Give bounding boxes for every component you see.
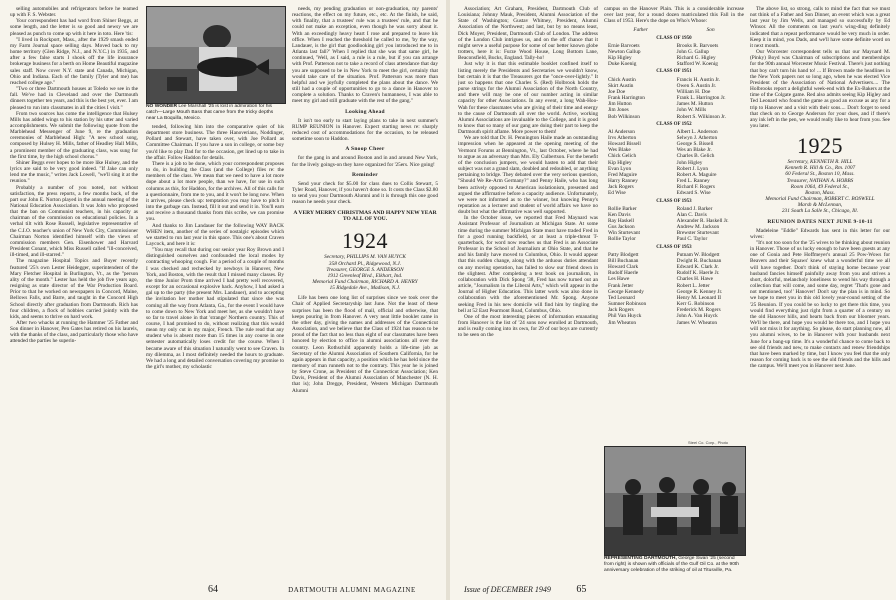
treasurer-address: 1912 Greenleaf Blvd., Elkhart, Ind. bbox=[327, 272, 403, 279]
father-son-header bbox=[604, 27, 744, 33]
oil-caption-bold: REPRESENTING DARTMOUTH, bbox=[604, 556, 677, 561]
father-son-row bbox=[604, 320, 744, 326]
son-name: Francis H. Austin Jr. bbox=[676, 76, 721, 83]
son-name: William H. Doe bbox=[676, 88, 711, 95]
son-name: John G. Gallup bbox=[676, 48, 709, 55]
son-name: Richard F. Rogers bbox=[676, 184, 715, 191]
treasurer-1925-addr: Room 1064, 49 Federal St., bbox=[790, 183, 850, 190]
treasurer-1925: Treasurer, NATHAN A. HOBBS bbox=[786, 177, 854, 184]
father-name: Win Sturtevant bbox=[608, 230, 641, 237]
son-name: Alan C. Davis bbox=[676, 211, 707, 218]
class-year-1925: 1925 bbox=[797, 133, 843, 159]
son-name: John W. Mills bbox=[676, 107, 707, 114]
father-name: Kip Higley bbox=[608, 159, 632, 166]
son-name: Wes an Blake Jr. bbox=[676, 147, 712, 154]
body-paragraph: Probably a number of you noted, not without satisfaction, the press reports, a few months back, of the part our John E. Norton played in the annual meeting of the National Education Association. It was John who proposed that the ban on Communist teachers, in his capacity as chairman of the commission on educational policies. In a verbal tilt with Rose Russell, legislative representative of the C.I.O. teacher's union of New York City, Commissioner Chairman Norton identified himself with the views of commission members Gen. Eisenhower and Harvard President Conant, which Miss Russell called "ill-conceived, ill-timed, and ill-starred." bbox=[10, 184, 138, 259]
secretary-address: 358 Orchard Pl., Ridgewood, N.J. bbox=[328, 260, 402, 267]
son-name: Charles B. Gelich bbox=[676, 153, 715, 160]
son-name: Dwight R. Buchanan bbox=[676, 257, 722, 264]
oil-caption-text: George Swan '25 (second from right) is shown with officials of the Gulf Oil Co. at the 90th anniversary celebration of the striking of oil at Titusville, Pa. bbox=[604, 556, 740, 573]
father-son-row bbox=[604, 61, 744, 67]
right-footer bbox=[464, 584, 586, 595]
caption-bold: NO WONDER bbox=[146, 104, 177, 109]
father-name: Chick Gelich bbox=[608, 153, 637, 160]
body-paragraph: "It's not too soon for the '25 wives to be thinking about reunion in Hanover. Those of us lucky enough to have been guests at any one of Gonia and Pete Hoffmeyer's annual 25 Pow-Wows for Beavers and their Squaws' knew what a wonderful time we all will have together. Don't think of staying home because your husband fancies himself painfully away from you and strives a short, dolorful, melancholy loneliness to wend his way through a collection that will come, and some day, regret 'That's gone and not mentioned, too!' Hanover! Don't say the plan is in mind. So we hope to meet you in this old lovely year-round setting of the '25 Reunion. If you could be so lucky to get there this time, you would find everything just right from a quarter of a century on the old Hanover hills, and hearts back from our bloomer years. We'll be there, and hope you would be there too, and I hope you will not miss it for anything. So please, do start planning now, all you alumni wives, to be in Hanover with your husbands next June for a bang-up time. It's a wonderful chance to come back to see old friends and new, to make contacts and renew friendships that have been marked by time, but I know you feel that the only reason for coming back is to see the old friends and the hills and the campus. We'll meet you in Hanover next June. bbox=[750, 240, 890, 370]
left-column-2 bbox=[146, 124, 284, 578]
son-name: Robert S. Wilkinson Jr. bbox=[676, 113, 726, 120]
son-name: Stafford W. Koenig bbox=[676, 61, 718, 68]
father-name: Frank Harrington bbox=[608, 95, 645, 102]
class-label: CLASS OF 1953 bbox=[656, 244, 692, 250]
father-name: Howard Clark bbox=[608, 264, 639, 271]
father-son-row bbox=[604, 190, 744, 196]
father-name: Gus Jackson bbox=[608, 224, 635, 231]
son-name: Henry M. Leonard II bbox=[676, 294, 722, 301]
father-name: Jim Jones bbox=[608, 107, 629, 114]
memorial-line: Memorial Fund Chairman, RICHARD A. HENRY bbox=[312, 278, 418, 285]
father-name: Ernie Barvoets bbox=[608, 42, 640, 49]
father-name: Ted Leonard bbox=[608, 294, 635, 301]
son-name: James M. Hutton bbox=[676, 101, 713, 108]
secretary-1925-addr: Kenneth R. Hill & Co., Rm. 1007 bbox=[784, 165, 856, 172]
son-name: Richard G. Higley bbox=[676, 55, 716, 62]
body-paragraph: "You may recall that during our senior year Roy Brown and I distinguished ourselves and confounded the local modes by contracting whooping cough. For a period of a couple of months I was checked and rechecked by newboys in Hanover, New York, and Boston, with the result that I missed many classes. By the time Junior Prom time arrived I had pretty well recovered, except for an occasional explosive hack. Anyhow, I had asked a gal up to the party (the present Mrs. Landauer), and to accepting the invitation her mother had stipulated that since she was coming all the way from Atlanta, Ga., for the event I would have to come down to New York and meet her, as she wouldn't have so far to travel alone in that 'strange' Northern country. This of course, I had promised to do, without realizing that this would mean my only cut in my major, French. The rule read that any student who is absent more than 15 times in any course in one semester automatically loses credit for the course. When I became aware of this situation I naturally went to see Craven. In my dilemma, as I most definitely needed the hours to graduate. We had a long and detailed conversation covering my promise to the girl's mother, my scholastic bbox=[146, 247, 284, 371]
father-name: Phil Van Huyck bbox=[608, 313, 642, 320]
secretary-1925: Secretary, KENNETH R. HILL bbox=[787, 159, 853, 166]
fishing-photo-caption bbox=[146, 104, 284, 121]
looking-ahead-heading: Looking Ahead bbox=[345, 108, 385, 115]
magazine-title: DARTMOUTH ALUMNI MAGAZINE bbox=[288, 586, 416, 594]
father-name: Chick Austin bbox=[608, 76, 636, 83]
body-paragraph: Association; Art Graham, President, Dartmouth Club of Louisiana; Johnny Mauk, President, Alumni Association of the State of Washington; Gustav Whitney, President, Alumni Association of the Northwest; and last, but by no means least, Dick Moyer, President, Dartmouth Club of London. The address of the London Club intrigues us, and on the off chance that it might serve a useful purpose for some of our better known globe trotters, here it is: Furze Wood House, Long Bottom Lane, Beaconsfield, Bucks, England. Tally-ho! bbox=[458, 6, 598, 62]
son-name: Selwyn J. Atherton bbox=[676, 134, 718, 141]
class-label: CLASS OF 1950 bbox=[656, 35, 692, 41]
son-name: John Higley bbox=[676, 159, 703, 166]
father-name: Duke Koenig bbox=[608, 61, 637, 68]
class-label: CLASS OF 1953 bbox=[656, 198, 692, 204]
body-paragraph: needs, my pending graduation or non-graduation, my parents' reactions, the effect on my future, etc., etc. At the finish, he said, with finality, that a trustees' rule was a trustees' rule, and that he could not make an exception, even though he was sorry about it. With an exceedingly heavy heart I rose and prepared to leave his office. When I reached the threshold he called to me, 'by the way, Landauer, is the girl that goodlooking girl you introduced me to in Atlanta last fall?' When I replied that she was that same girl, he continued, 'Well, as I said, a rule is a rule, but if you can arrange with Prof. Patterson not to take a record of class attendance that day you are supposed to be in New York to meet the girl, certainly that would take care of the situation. Prof. Patterson was more than helpful and we joyfully completed the plans about the dance. We still had a couple of opportunities to go to a dance in Hanover to complete a solution. Thanks to Craven's humanness, I was able to meet my girl and still graduate with the rest of the gang." bbox=[292, 6, 438, 105]
body-paragraph: tended, following him into the comparative quiet of his department store business. The three Hanoverians, Noddinger, Pollard and Stewart, have taken over, with Joe Pollard as Committee Chairman. If you have a son in college, or some boy you'd like to play Dad for to the occasion, get lined up to take in the affair. Follow Haddon for details. bbox=[146, 124, 284, 161]
father-name: Al Anderson bbox=[608, 128, 635, 135]
son-name: Paul C. Taylor bbox=[676, 236, 708, 243]
treasurer-1925-addr2: Boston, Mass. bbox=[805, 189, 835, 196]
son-name: Fred L. Ranney bbox=[676, 178, 710, 185]
memorial-address: 15 Ridgedale Ave., Madison, N.J. bbox=[329, 285, 401, 292]
father-name: Rollie Barker bbox=[608, 205, 637, 212]
son-name: Owen S. Austin Jr. bbox=[676, 82, 717, 89]
holiday-greeting: A VERY MERRY CHRISTMAS AND HAPPY NEW YEAR TO ALL OF YOU. bbox=[293, 209, 437, 222]
left-column-1 bbox=[10, 6, 138, 578]
father-name: Ken Davis bbox=[608, 211, 631, 218]
father-name: Les Hawe bbox=[608, 276, 630, 283]
son-name: Roland J. Barker bbox=[676, 205, 713, 212]
son-name: Edward K. Clark Jr. bbox=[676, 264, 719, 271]
body-paragraph: After two whacks at running the Hammer '25 Father and Son dinner in Hanover, Pen Gates has retired on his laurels, with the thanks of the class, and particularly those who have attended the parties he superin- bbox=[10, 319, 138, 345]
body-paragraph: The magazine Hospital Topics and Buyer recently featured '25's own Lester Heidegger, superintendent of the Mary Fletcher Hospital in Burlington, Vt., as the "person ality of the month." Lester has held the job five years ago, resigning as state director of the War Production Board. Prior to that he worked on newspapers in Concord, Maine, Bellows Falls, and Barre, and taught in the Concord High School directly after graduation from Dartmouth. Rich has four children, a flock of hobbies carried jointly with the kids, and seems to thrive on hard work. bbox=[10, 258, 138, 320]
father-name: Bill Buchanan bbox=[608, 257, 639, 264]
right-page bbox=[450, 0, 896, 600]
issue-date: Issue of DECEMBER 1949 bbox=[464, 585, 551, 594]
fishing-photo-image bbox=[147, 7, 285, 103]
secretary-line: Secretary, PHILLIPS M. VAN HUYCK bbox=[324, 254, 406, 261]
left-column-3 bbox=[292, 6, 438, 578]
body-paragraph: Your correspondent has had word from Shiner Beggs, at some length, and the letter is so good and newsy we are pleased as punch to come up with it here in toto. Here 'tis: bbox=[10, 18, 138, 37]
father-label: Father bbox=[633, 27, 648, 34]
son-name: Albert L. Anderson bbox=[676, 128, 718, 135]
father-name: Joe Doe bbox=[608, 88, 626, 95]
body-paragraph: Our Worcester correspondent tells us that our Maynard M. (Pinky) Boyd was Chairman of subscriptions and memberships for the 90th annual Worcester Music Festival. There's just nothing that boy can't turn his hand to! ... If Brown made the headlines in the New York papers not so long ago, when he was elected Vice President of the Association of National Advertisers.... The Holbrooks report a delightful week-end with the Ex-Bakers at the time of the Colgate game. Red also admits seeing Kip Higley and Ted Leonard who found the game as good an excuse as any for a trip to Hanover and a visit with their sons.... Don't forget to send that check on to George Anderson for your dues, and if there's any ink left in the pen, we would really like to hear from you. See you later. bbox=[750, 49, 890, 129]
father-name: George Kennedy bbox=[608, 288, 644, 295]
class-label: CLASS OF 1952 bbox=[656, 121, 692, 127]
father-name: Jack Rogers bbox=[608, 307, 634, 314]
son-name: George R. Kenney Jr. bbox=[676, 288, 723, 295]
son-name: Frederick M. Rogers bbox=[676, 307, 721, 314]
father-name: Kip Higley bbox=[608, 55, 632, 62]
father-name: Rollie Taylor bbox=[608, 236, 636, 243]
snoop-cheer-text: for the gang in and around Boston and in and around New York, for the lively goings-on they have organized for '25ers. Nice going! bbox=[292, 155, 438, 168]
oil-celebration-photo bbox=[604, 446, 746, 556]
son-name: Robert A. Maguire bbox=[676, 171, 717, 178]
father-name: Jack Rogers bbox=[608, 184, 634, 191]
body-paragraph: Life has been one long list of surprises since we took over the Chair of Applied Secretaryship last June. Not the least of these surprises has been the flood of mail, official and otherwise, that keeps pouring in from Hanover. A very neat little booklet came in the other day, giving the names and addresses of the Connecticut Association, and we believe that the Class of 1924 has reason to be proud of the fact that no less than eight of our classmates have been honored by election to office in alumni associations all over the country. Leon Rothschild apparently holds a life-time job as Secretary of the Alumni Association of Southern California, for he again appears in that capacity, a position which he has held since the memory of man runneth not to the contrary. This year he is joined by Steve Crone, as President of the Connecticut Association; Ken Davis, President of the Alumni Association of Manchester (N. H. that is); John Dregge, President, Western Michigan Dartmouth Alumni bbox=[292, 295, 438, 394]
father-name: Jim Wheaton bbox=[608, 319, 636, 326]
right-column-1 bbox=[458, 6, 598, 578]
sons-intro: campus on the Hanover Plain. This is a considerable increase over last year, for a round dozen matriculated this Fall in the Class of 1953. Here's the dope on Who's Whose: bbox=[604, 6, 744, 25]
oil-photo-image bbox=[605, 447, 745, 555]
fishing-photo bbox=[146, 6, 286, 104]
memorial-1925-addr2: 231 South La Salle St., Chicago, Ill. bbox=[781, 208, 859, 215]
son-name: Alexander R. Haskell Jr. bbox=[676, 218, 729, 224]
son-name: George S. Bissell bbox=[676, 141, 714, 148]
body-paragraph: From two sources has come the intelligence that Hulsey Mills has added wings to his station by his utter and varied accomplishments. We submit the following quote from the Marblehead Messenger of June 9, re the graduation ceremonies of Marblehead High: "A new school song, composed by Hulsey H. Mills, father of Headley Hall Mills, a prominent member of the graduating class, was sung for the first time, by the high school chorus." bbox=[10, 110, 138, 160]
son-name: Brewster Sturtevant bbox=[676, 230, 719, 237]
son-label: Son bbox=[706, 27, 715, 34]
body-paragraph: We are told that Dr. H. Pennington Haile made an outstanding impression when he appeared at the opening meeting of the Vermont Forums at Bennington, Vt., last October, where he had to argue as an adversary than Mrs. Ely Culbertson. For the benefit of the conclusion jumpers, we would hasten to add that their subject was not a grand slam, doubled and redoubled, or anything pertaining to bridge. They debated over the very serious question, "Should We Re-Arm Germany?" and Penny Haile, who has long been actively opposed to American isolationism, presented and argued the affirmative before a capacity audience. Unfortunately, we were not informed as to the winner, but knowing Penny's reputation as a lecturer and student of world affairs we have no doubt but what the affirmative was well supported. bbox=[458, 135, 598, 216]
son-name: Putnam W. Blodgett bbox=[676, 251, 720, 258]
memorial-1925: Memorial Fund Chairman, ROBERT C. BOSWELL bbox=[765, 196, 875, 203]
oil-photo-caption bbox=[604, 556, 744, 573]
body-paragraph: And thanks to Jim Landauer for the following WAY BACK WHEN item, another of the series of nostalgic episodes which we started to run last year in this space. This one's about Craven Laycock, and here it is: bbox=[146, 222, 284, 247]
son-name: Charles H. Hawe bbox=[676, 276, 713, 283]
right-page-number: 65 bbox=[576, 584, 587, 595]
son-name: Edward S. Wise bbox=[676, 190, 711, 197]
looking-ahead-text: It isn't too early to start laying plans to take in next summer's RUMP REUNION in Hanover. Expect starting news re: sharply reduced cost of accommodations for the occasion, to be released sometime soon to Haddon. bbox=[292, 117, 438, 143]
father-name: Howard Bissell bbox=[608, 141, 641, 148]
body-paragraph: There is a job to be done, which your correspondent proposes to do, in building the Class (and the College) files re: the members of the class. We mean that we need to have a lot more dope about a lot more people, than we have, for use in such columns as this, for Haddon, for the archives. All of this calls for a questionnaire, from me to you, and it won't be long now. When it arrives, please check up: temptation you may have to pitch it into the garbage can. Instead, fill it out and send it in. You'll earn and receive a thousand thanks from this scribe, we can promise you. bbox=[146, 160, 284, 223]
father-name: Rudolf Haerle bbox=[608, 270, 639, 277]
memorial-1925-addr: Marsh & McLennan, bbox=[797, 202, 843, 209]
son-name: John A. Van Huyck bbox=[676, 313, 718, 320]
father-son-row bbox=[604, 236, 744, 242]
right-column-3 bbox=[750, 6, 890, 578]
father-name: Wes Blake bbox=[608, 147, 631, 154]
father-name: Bob Wilkinson bbox=[608, 113, 640, 120]
son-name: Brooks R. Barvoets bbox=[676, 42, 719, 49]
left-page-number: 64 bbox=[208, 584, 218, 595]
body-paragraph: Shiner Beggs ever hopes to be more like Hulsey, and the lyrics are said to be very good indeed. "If Jake can only lend me the music," writes Jack Lowell, "we'll sing it at the reunion." bbox=[10, 159, 138, 185]
body-paragraph: Just why it is that this estimable booklet confined itself to listing merely the Presidents and Secretaries we wouldn't know, but certain it is that the Treasurers got the "once-over-lightly." It just so happens that one Charles S. (Red) Holbrook holds the purse strings for the Alumni Association of the North Country, and there will may be one of our number acting in similar capacity for other Associations. In any event, a long Wah-Hoo-Wah for these classmates who are giving of their time and energy to the cause of Dartmouth all over the world. Active, working Alumni Associations are invaluable to the College, and it is good to know that so many of our gang are doing their part to keep the Dartmouth spirit aflame. More power to them! bbox=[458, 61, 598, 136]
father-name: Harry Ranney bbox=[608, 178, 638, 185]
father-name: Newton Gallup bbox=[608, 48, 641, 55]
left-page bbox=[0, 0, 446, 600]
body-paragraph: Madeleine "Eddie" Edwards has sent in this letter for our wives: bbox=[750, 227, 890, 240]
body-paragraph: "Two or three Dartmouth houses at Toledo we see in the fall. We've had in Cleveland and over the Dartmouth dinners together ten years, and this is the best yet, ever. I am pleased to run into classmates in all the cities I visit." bbox=[10, 86, 138, 111]
body-paragraph: One of the most interesting pieces of information emanating from Hanover is the list of '24 sons now enrolled at Dartmouth, and is really coming into its own, for 29 of our boys are currently to be seen on the bbox=[458, 313, 598, 339]
treasurer-line: Treasurer, GEORGE S. ANDERSON bbox=[326, 266, 404, 273]
snoop-cheer-heading: A Snoop Cheer bbox=[345, 146, 385, 153]
father-name: Jim Hutton bbox=[608, 101, 632, 108]
left-footer bbox=[208, 584, 416, 595]
father-name: Irvs Atherton bbox=[608, 134, 637, 141]
right-column-2 bbox=[604, 6, 744, 342]
photo-credit: Steel Co. Corp., Photo bbox=[688, 440, 729, 445]
reunion-dates: REUNION DATES NEXT JUNE 9-10-11 bbox=[767, 218, 873, 225]
class-label: CLASS OF 1951 bbox=[656, 69, 692, 75]
son-name: James W. Wheaton bbox=[676, 319, 717, 326]
caption-text: Lee Marshall '25 is lost in admiration for his catch—Large Mouth Bass that came from the tricky depths near La Boquilla, Mexico. bbox=[146, 104, 274, 121]
reminder-heading: Reminder bbox=[352, 171, 378, 178]
reminder-text: Send your check for $5.00 for class dues to Collis Stewart, 5 Tyler Road, Hanover, if you haven't done so. It costs the Class $2.80 to send you your Dartmouth Alumni and it is through this one good reason he needs your check. bbox=[292, 180, 438, 206]
son-name: Robert J. Lyon bbox=[676, 165, 708, 172]
body-paragraph: The above list, so strong, calls to mind the fact that we must not think of a Father and Son Dinner, an event which was a great last year by Jim Wells, and managed so successfully by Ed Winsor. All the comments on last year's wing-ding definitely indicated that a repeat performance would be very much in order. Keep it in mind, you Dads, and we'll have some definite word on it next month. bbox=[750, 6, 890, 49]
father-name: Skirt Austin bbox=[608, 82, 634, 89]
son-name: Rudolf K. Haerle Jr. bbox=[676, 270, 720, 277]
father-name: Ed Wise bbox=[608, 190, 626, 197]
father-name: Fred Maguire bbox=[608, 171, 637, 178]
body-paragraph: In the October issue, we reported that Fred Maynard was Assistant Professor of Journalism at Michigan State. At some time during the summer Michigan State must have traded Fred in for a good running backfield, or at least a triple-threat T-quarterback, for word now reaches us that Fred is an Associate Professor in the School of Journalism at Ohio State, and that he and his family have moved to Columbus, Ohio. It would appear that this sudden change, along with the arduous duties attendant on any moving operation, has failed to slow our friend down in the slightest. After completing a text book on journalism, in collaboration with Dick Spong '38, Fred has now turned out an article, "Journalism in the Liberal Arts," which will appear in the Journal of Higher Education. This latter work was also done in collaboration with the aforementioned Mr. Spong. Anyone seeking Fred in his new domicile will find him by tingling the bell at 52 East Pearmont Road, Columbus, Ohio. bbox=[458, 215, 598, 314]
son-name: Robert L. Jetter bbox=[676, 282, 710, 289]
father-name: Frank Jetter bbox=[608, 282, 634, 289]
body-paragraph: selling automobiles and refrigerators before he teamed up with F. S. Webster. bbox=[10, 6, 138, 19]
secretary-1925-addr2: 60 Federal St., Boston 10, Mass. bbox=[785, 171, 855, 178]
son-name: Kerr G. Robinson bbox=[676, 301, 715, 308]
class-lists bbox=[604, 36, 744, 326]
father-name: Patty Blodgett bbox=[608, 251, 639, 258]
son-name: Frank L. Harrington Jr. bbox=[676, 95, 726, 102]
father-name: Ray Haskell bbox=[608, 218, 635, 224]
father-name: Sumner Robinson bbox=[608, 301, 647, 308]
son-name: Andrew M. Jackson bbox=[676, 224, 720, 231]
father-name: Evan Lyon bbox=[608, 165, 632, 172]
class-year-1924: 1924 bbox=[342, 228, 388, 254]
body-paragraph: "I lived in Rockport, Mass., after the 1929 smash ended my Farm Journal space selling days. Moved back to my home territory (Glen Ridge, N.J., and N.Y.C.) in 1935, and after a few false starts I shook off the life insurance brokerage business for a berth on Home Beautiful magazine sales staff. Now cover N.Y. state and Canada, Michigan, Ohio and Indiana. Each of the family (Tyler and me) has reached college age." bbox=[10, 36, 138, 86]
father-son-row bbox=[604, 114, 744, 120]
